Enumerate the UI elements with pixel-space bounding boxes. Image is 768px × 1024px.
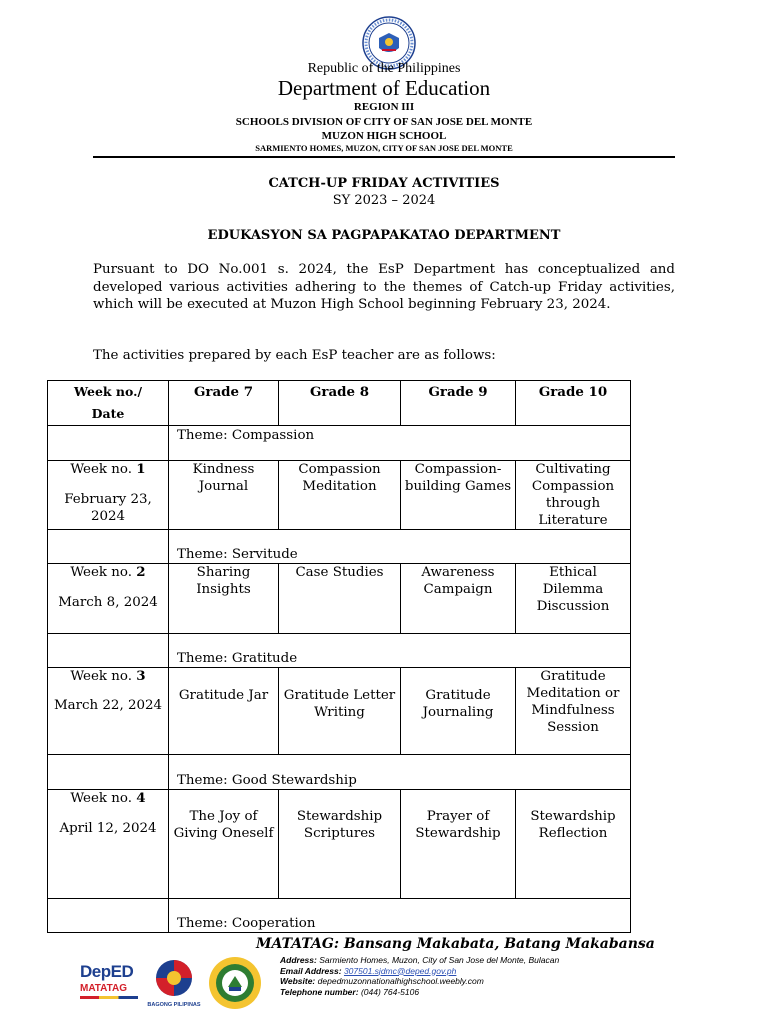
school-address: SARMIENTO HOMES, MUZON, CITY OF SAN JOSE DEL MONTE: [255, 143, 513, 153]
bagong-pilipinas-emblem-icon: [146, 958, 202, 998]
activities-intro: The activities prepared by each EsP teacher are as follows:: [93, 348, 496, 363]
grade-9-activity: Awareness Campaign: [401, 564, 516, 634]
region-heading: REGION III: [353, 101, 415, 113]
matatag-motto: MATATAG: Bansang Makabata, Batang Makabansa: [256, 936, 655, 952]
table-header-row: [48, 381, 631, 426]
week-cell: Week no. 1 February 23, 2024: [48, 461, 169, 530]
division-heading: SCHOOLS DIVISION OF CITY OF SAN JOSE DEL MONTE: [235, 116, 533, 128]
theme-row: [48, 634, 631, 668]
theme-row: [48, 530, 631, 564]
theme-label: Theme: Compassion: [169, 426, 631, 461]
week-row: [48, 668, 631, 755]
week-row: [48, 790, 631, 899]
theme-row: [48, 426, 631, 461]
header-week-date: Week no./ Date: [48, 381, 169, 426]
intro-paragraph: Pursuant to DO No.001 s. 2024, the EsP Department has conceptualized and developed various activities adhering to the themes of Catch-up Friday activities, which will be executed at Muzon High School beginning February 23, 2024.: [93, 262, 675, 312]
deped-matatag-logo: DepED MATATAG: [80, 962, 138, 1008]
department-title: EDUKASYON SA PAGPAPAKATAO DEPARTMENT: [207, 228, 561, 243]
school-year: SY 2023 – 2024: [332, 193, 436, 208]
theme-label: Theme: Servitude: [169, 530, 631, 564]
grade-7-activity: Gratitude Jar: [169, 668, 279, 755]
republic-heading: Republic of the Philippines: [307, 61, 461, 76]
week-cell: Week no. 3 March 22, 2024: [48, 668, 169, 755]
bagong-pilipinas-logo: BAGONG PILIPINAS: [146, 958, 202, 1008]
grade-7-activity: Sharing Insights: [169, 564, 279, 634]
theme-label: Theme: Cooperation: [169, 899, 631, 933]
grade-8-activity: Compassion Meditation: [279, 461, 401, 530]
grade-9-activity: Gratitude Journaling: [401, 668, 516, 755]
week-cell: Week no. 4 April 12, 2024: [48, 790, 169, 899]
grade-9-activity: Compassion-building Games: [401, 461, 516, 530]
document-title: CATCH-UP FRIDAY ACTIVITIES: [268, 176, 500, 191]
school-heading: MUZON HIGH SCHOOL: [321, 130, 447, 142]
grade-7-activity: Kindness Journal: [169, 461, 279, 530]
grade-10-activity: Stewardship Reflection: [516, 790, 631, 899]
theme-row: [48, 899, 631, 933]
email-link[interactable]: 307501.sjdmc@deped.gov.ph: [343, 965, 457, 976]
grade-8-activity: Case Studies: [279, 564, 401, 634]
grade-8-activity: Gratitude Letter Writing: [279, 668, 401, 755]
department-heading: Department of Education: [277, 76, 491, 100]
header-grade-10: Grade 10: [516, 381, 631, 426]
header-grade-7: Grade 7: [169, 381, 279, 426]
footer-phone: Telephone number: (044) 764-5106: [280, 986, 420, 997]
header-grade-9: Grade 9: [401, 381, 516, 426]
theme-row: [48, 755, 631, 790]
week-row: [48, 564, 631, 634]
footer-contact: [280, 955, 559, 997]
footer-email: Email Address: 307501.sjdmc@deped.gov.ph: [280, 965, 457, 976]
grade-9-activity: Prayer of Stewardship: [401, 790, 516, 899]
week-cell: Week no. 2 March 8, 2024: [48, 564, 169, 634]
header-grade-8: Grade 8: [279, 381, 401, 426]
grade-7-activity: The Joy of Giving Oneself: [169, 790, 279, 899]
muzon-high-school-logo: [208, 956, 262, 1010]
header-divider: [93, 156, 675, 158]
theme-label: Theme: Gratitude: [169, 634, 631, 668]
grade-10-activity: Cultivating Compassion through Literature: [516, 461, 631, 530]
theme-label: Theme: Good Stewardship: [169, 755, 631, 790]
week-row: [48, 461, 631, 530]
grade-10-activity: Ethical Dilemma Discussion: [516, 564, 631, 634]
grade-8-activity: Stewardship Scriptures: [279, 790, 401, 899]
activities-table: [47, 380, 631, 933]
grade-10-activity: Gratitude Meditation or Mindfulness Session: [516, 668, 631, 755]
footer-address: Address: Sarmiento Homes, Muzon, City of San Jose del Monte, Bulacan: [280, 955, 560, 965]
footer-website: Website: depedmuzonnationalhighschool.weebly.com: [280, 976, 484, 986]
